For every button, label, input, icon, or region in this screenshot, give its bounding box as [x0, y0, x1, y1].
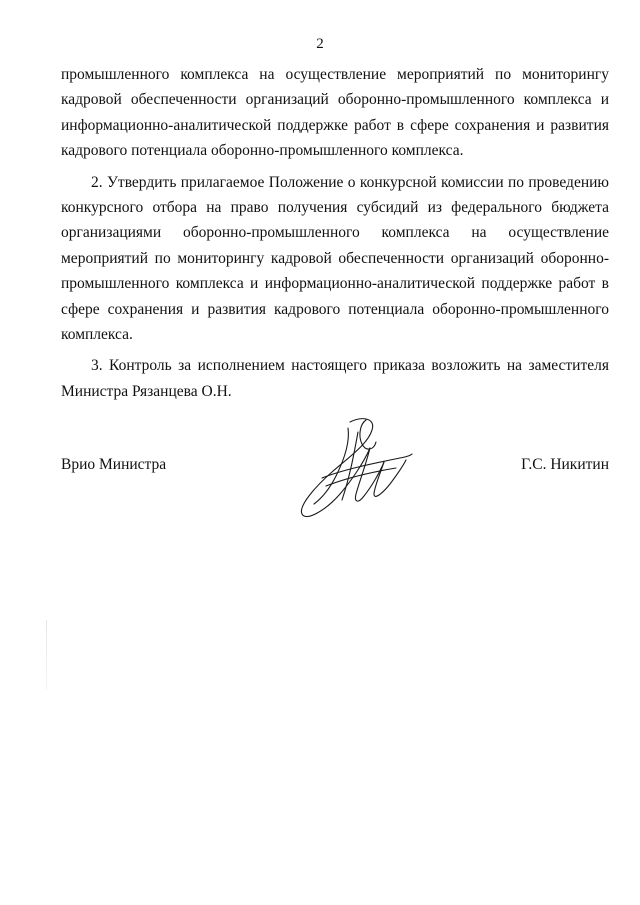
- page-number: 2: [316, 36, 324, 52]
- signatory-name: Г.С. Никитин: [521, 456, 609, 473]
- scan-artifact: [46, 620, 47, 690]
- paragraph-continuation: промышленного комплекса на осуществление мероприятий по мониторингу кадровой обеспеченности организаций оборонно-промышленного комплекса и информационно-аналитической поддержке работ в сфере сохранения и развития кадрового потенциала оборонно-промышленного комплекса.: [61, 66, 609, 160]
- paragraph-item-3: 3. Контроль за исполнением настоящего приказа возложить на заместителя Министра Рязанцева О.Н.: [61, 357, 609, 400]
- handwritten-signature: [292, 414, 416, 522]
- signatory-title: Врио Министра: [61, 456, 167, 473]
- paragraph-item-2: 2. Утвердить прилагаемое Положение о конкурсной комиссии по проведению конкурсного отбора на право получения субсидий из федерального бюджета организациями оборонно-промышленного комплекса на осуществление мероприятий по мониторингу кадровой обеспеченности организаций оборонно-промышленного комплекса и информационно-аналитической поддержке работ в сфере сохранения и развития кадрового потенциала оборонно-промышленного комплекса.: [61, 173, 609, 344]
- document-body: [61, 62, 609, 404]
